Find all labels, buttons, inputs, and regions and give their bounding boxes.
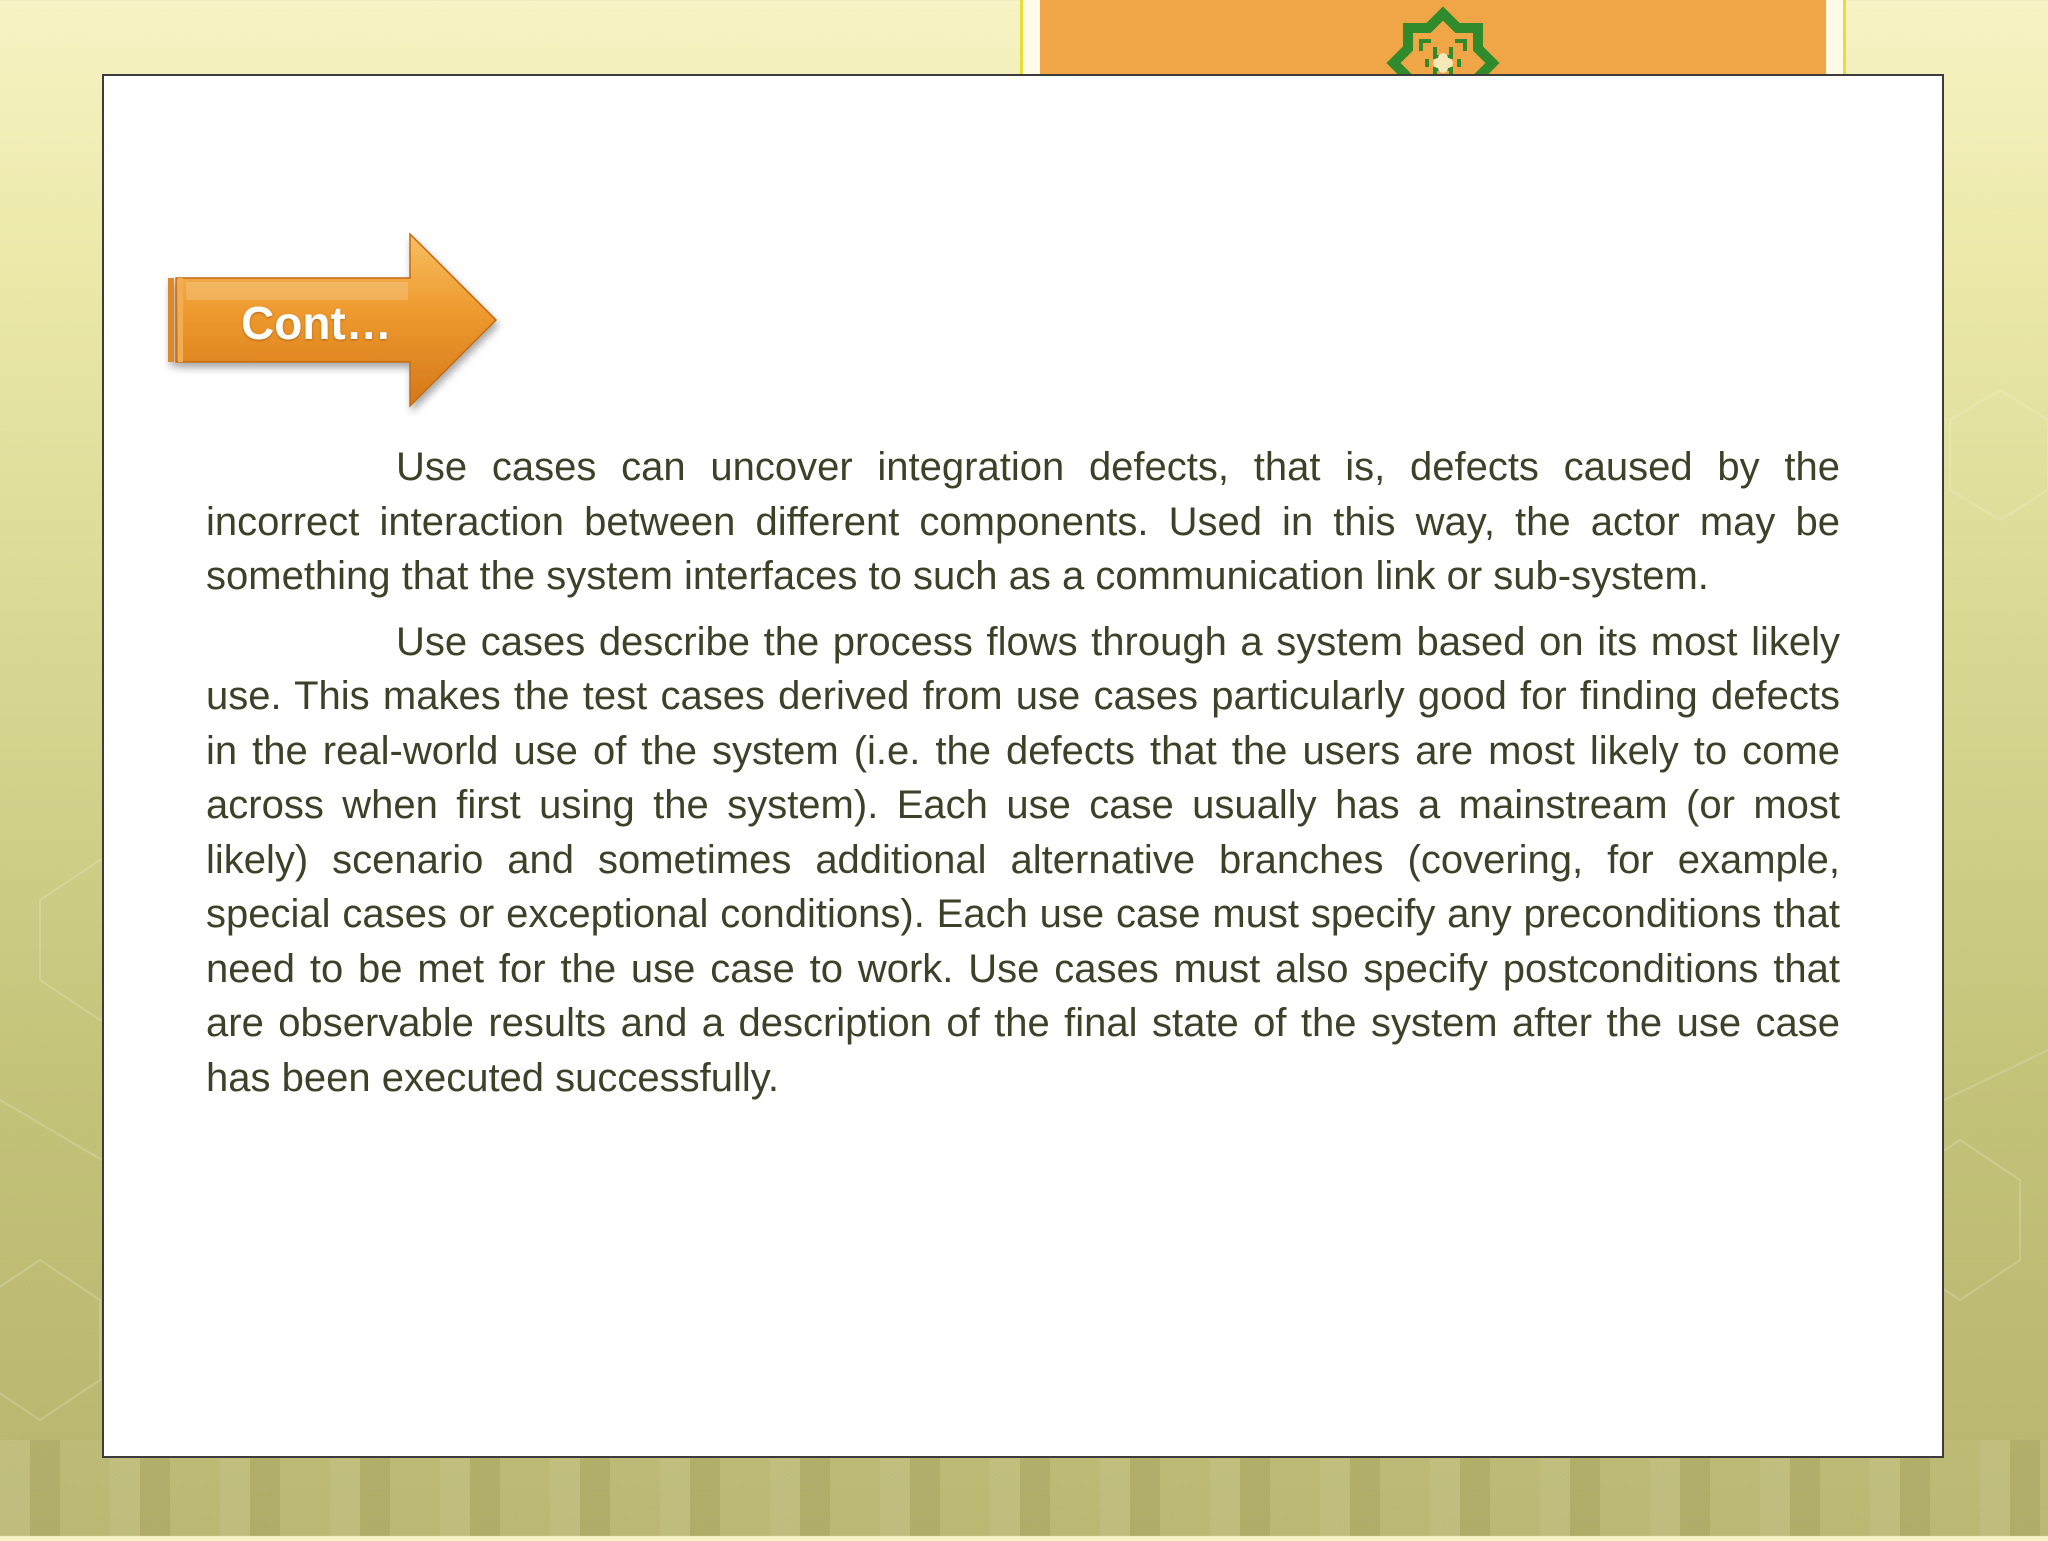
paragraph-process-flows: Use cases describe the process flows through a system based on its most likely use. This makes the test cases derived from use cases particularly good for finding defects in the real-world use of the system (i.e. the defects that the users are most likely to come across when first using the system). Each use case usually has a mainstream (or most likely) scenario and sometimes additional alternative branches (covering, for example, special cases or exceptional conditions). Each use case must specify any preconditions that need to be met for the use case to work. Use cases must also specify postconditions that are observable results and a description of the final state of the system after the use case has been executed successfully.	[206, 619, 1840, 1100]
slide-body	[206, 440, 1840, 1116]
paragraph-integration-defects: Use cases can uncover integration defects, that is, defects caused by the incorrect interaction between different components. Used in this way, the actor may be something that the system interfaces to such as a communication link or sub-system.	[206, 445, 1840, 598]
slide-heading: Cont…	[241, 297, 392, 349]
